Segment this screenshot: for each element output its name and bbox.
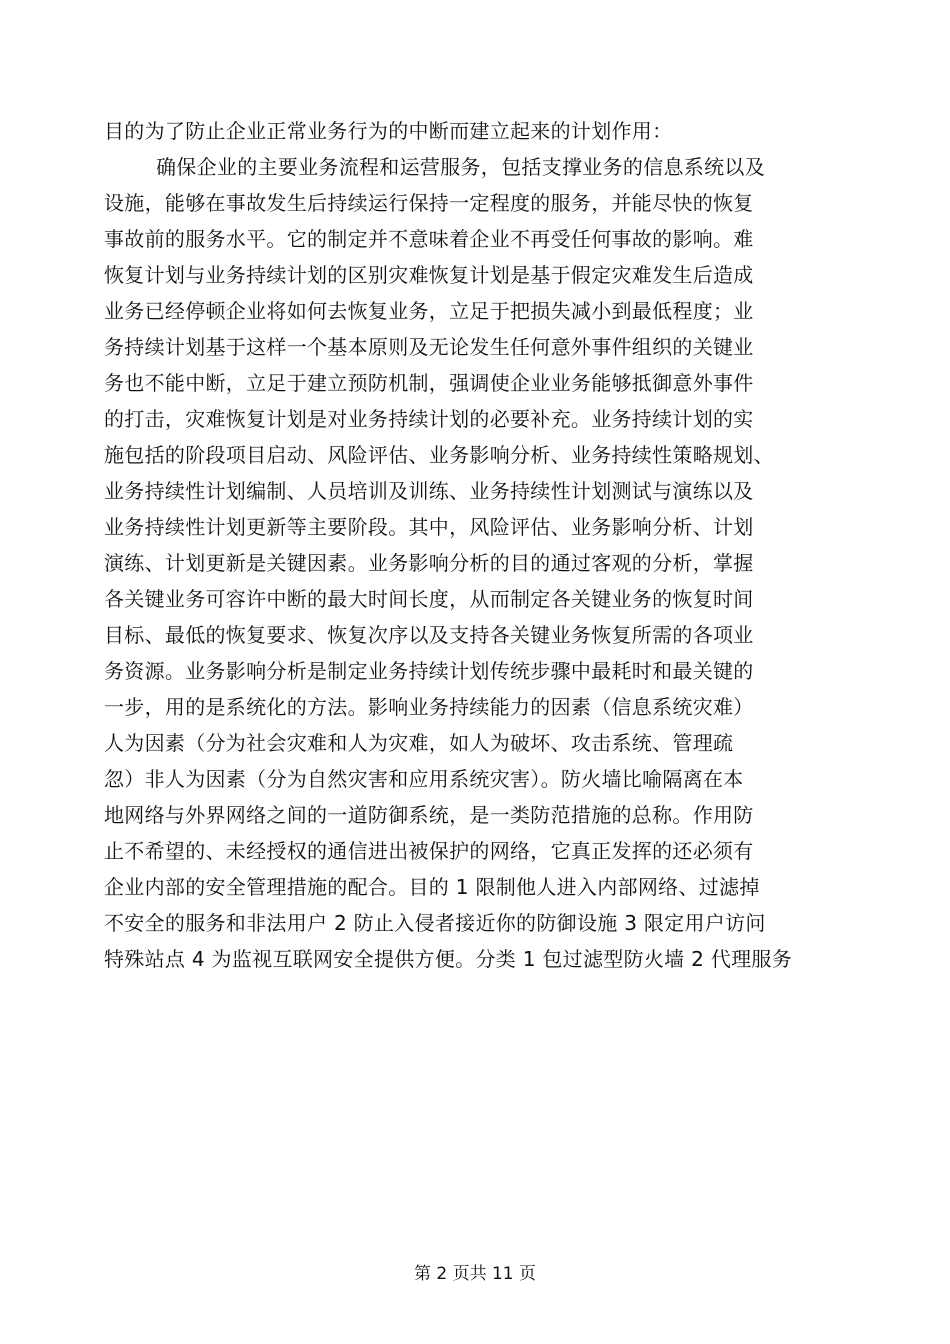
text-line: 务也不能中断，立足于建立预防机制，强调使企业业务能够抵御意外事件 <box>104 371 754 395</box>
text-line: 不安全的服务和非法用户 2 防止入侵者接近你的防御设施 3 限定用户访问 <box>104 911 766 935</box>
text-line: 务资源。业务影响分析是制定业务持续计划传统步骤中最耗时和最关键的 <box>104 659 754 683</box>
text-line: 特殊站点 4 为监视互联网安全提供方便。分类 1 包过滤型防火墙 2 代理服务 <box>104 947 793 971</box>
text-line: 企业内部的安全管理措施的配合。目的 1 限制他人进入内部网络、过滤掉 <box>104 875 760 899</box>
text-line: 务持续计划基于这样一个基本原则及无论发生任何意外事件组织的关键业 <box>104 335 754 359</box>
text-line: 演练、计划更新是关键因素。业务影响分析的目的通过客观的分析，掌握 <box>104 551 754 575</box>
text-line: 止不希望的、未经授权的通信进出被保护的网络，它真正发挥的还必须有 <box>104 839 754 863</box>
text-line: 业务已经停顿企业将如何去恢复业务，立足于把损失减小到最低程度；业 <box>104 299 754 323</box>
text-line: 忽）非人为因素（分为自然灾害和应用系统灾害）。防火墙比喻隔离在本 <box>104 767 744 791</box>
text-line: 设施，能够在事故发生后持续运行保持一定程度的服务，并能尽快的恢复 <box>104 191 754 215</box>
text-line: 施包括的阶段项目启动、风险评估、业务影响分析、业务持续性策略规划、 <box>104 443 774 467</box>
text-line: 确保企业的主要业务流程和运营服务，包括支撑业务的信息系统以及 <box>156 155 765 179</box>
text-line: 各关键业务可容许中断的最大时间长度，从而制定各关键业务的恢复时间 <box>104 587 754 611</box>
text-line: 业务持续性计划编制、人员培训及训练、业务持续性计划测试与演练以及 <box>104 479 754 503</box>
body-text <box>104 113 864 977</box>
text-line: 一步，用的是系统化的方法。影响业务持续能力的因素（信息系统灾难） <box>104 695 754 719</box>
text-line: 目的为了防止企业正常业务行为的中断而建立起来的计划作用： <box>104 119 673 143</box>
text-line: 目标、最低的恢复要求、恢复次序以及支持各关键业务恢复所需的各项业 <box>104 623 754 647</box>
text-line: 人为因素（分为社会灾难和人为灾难，如人为破坏、攻击系统、管理疏 <box>104 731 734 755</box>
text-line: 的打击，灾难恢复计划是对业务持续计划的必要补充。业务持续计划的实 <box>104 407 754 431</box>
text-line: 地网络与外界网络之间的一道防御系统，是一类防范措施的总称。作用防 <box>104 803 754 827</box>
text-line: 事故前的服务水平。它的制定并不意味着企业不再受任何事故的影响。难 <box>104 227 754 251</box>
text-line: 业务持续性计划更新等主要阶段。其中，风险评估、业务影响分析、计划 <box>104 515 754 539</box>
text-line: 恢复计划与业务持续计划的区别灾难恢复计划是基于假定灾难发生后造成 <box>104 263 754 287</box>
page-number-footer: 第 2 页共 11 页 <box>413 1264 537 1284</box>
